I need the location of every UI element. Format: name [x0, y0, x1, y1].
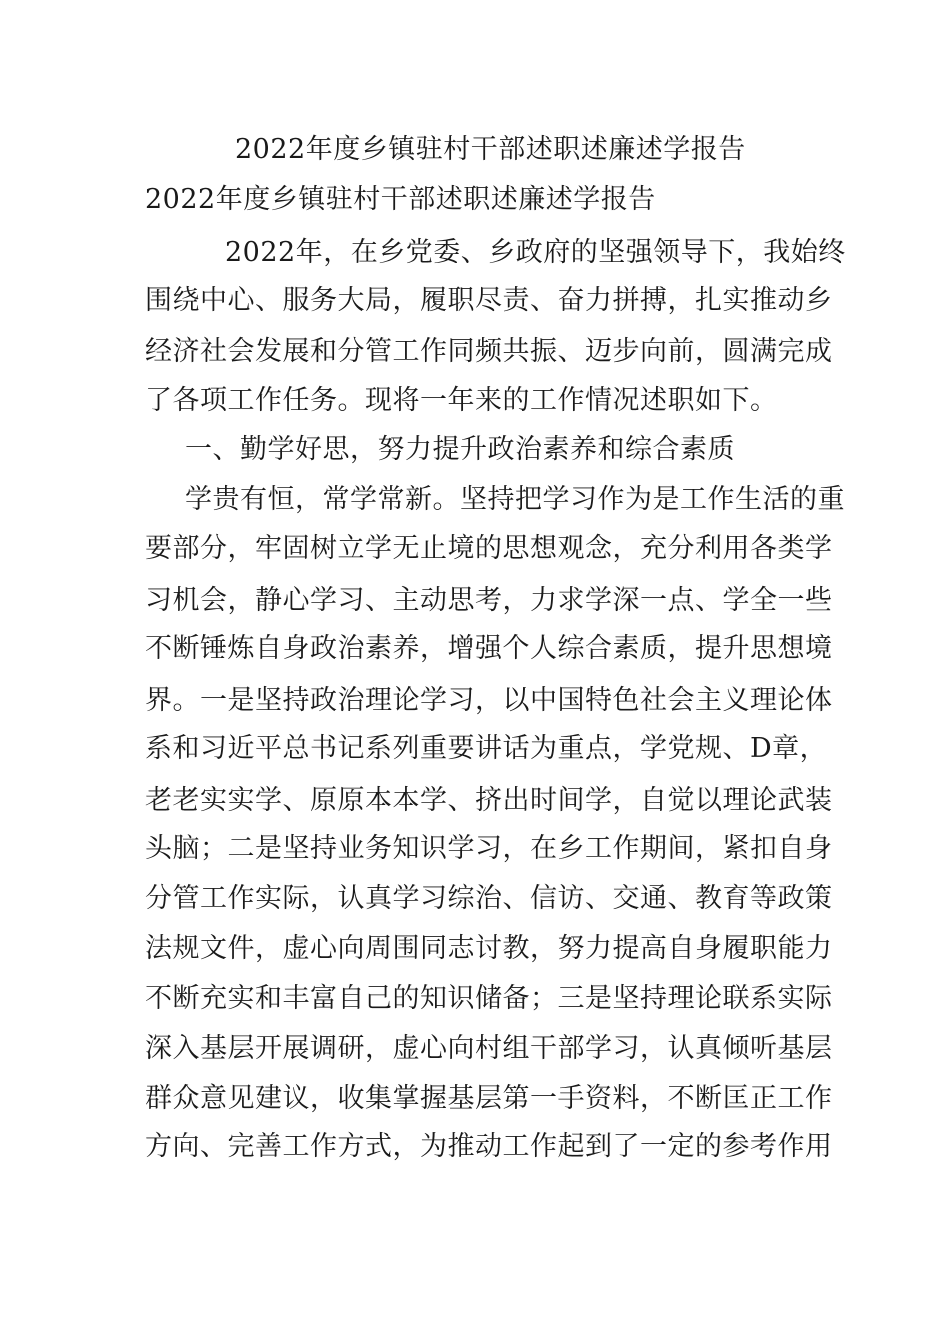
- body-line: 要部分，牢固树立学无止境的思想观念，充分利用各类学: [145, 533, 833, 564]
- section-heading: 一、勤学好思，努力提升政治素养和综合素质: [185, 434, 735, 465]
- body-line: 不断锤炼自身政治素养，增强个人综合素质，提升思想境: [145, 633, 833, 664]
- intro-line: 了各项工作任务。现将一年来的工作情况述职如下。: [145, 385, 778, 416]
- body-line: 学贵有恒，常学常新。坚持把学习作为是工作生活的重: [185, 484, 845, 515]
- body-line: 习机会，静心学习、主动思考，力求学深一点、学全一些: [145, 585, 833, 616]
- body-line: 头脑；二是坚持业务知识学习，在乡工作期间，紧扣自身: [145, 833, 833, 864]
- body-line: 方向、完善工作方式，为推动工作起到了一定的参考作用: [145, 1131, 833, 1162]
- intro-line: 围绕中心、服务大局，履职尽责、奋力拼搏，扎实推动乡: [145, 285, 833, 316]
- document-title: 2022年度乡镇驻村干部述职述廉述学报告: [235, 134, 746, 165]
- body-line: 不断充实和丰富自己的知识储备；三是坚持理论联系实际: [145, 983, 833, 1014]
- body-line: 深入基层开展调研，虚心向村组干部学习，认真倾听基层: [145, 1033, 833, 1064]
- body-line: 群众意见建议，收集掌握基层第一手资料，不断匡正工作: [145, 1083, 833, 1114]
- intro-line: 经济社会发展和分管工作同频共振、迈步向前，圆满完成: [145, 336, 833, 367]
- body-line: 界。一是坚持政治理论学习，以中国特色社会主义理论体: [145, 685, 833, 716]
- body-line: 系和习近平总书记系列重要讲话为重点，学党规、D章，: [145, 733, 828, 764]
- document-subtitle: 2022年度乡镇驻村干部述职述廉述学报告: [145, 184, 656, 215]
- body-line: 法规文件，虚心向周围同志讨教，努力提高自身履职能力: [145, 933, 833, 964]
- body-line: 老老实实学、原原本本学、挤出时间学，自觉以理论武装: [145, 785, 833, 816]
- body-line: 分管工作实际，认真学习综治、信访、交通、教育等政策: [145, 883, 833, 914]
- intro-line: 2022年，在乡党委、乡政府的坚强领导下，我始终: [225, 237, 846, 268]
